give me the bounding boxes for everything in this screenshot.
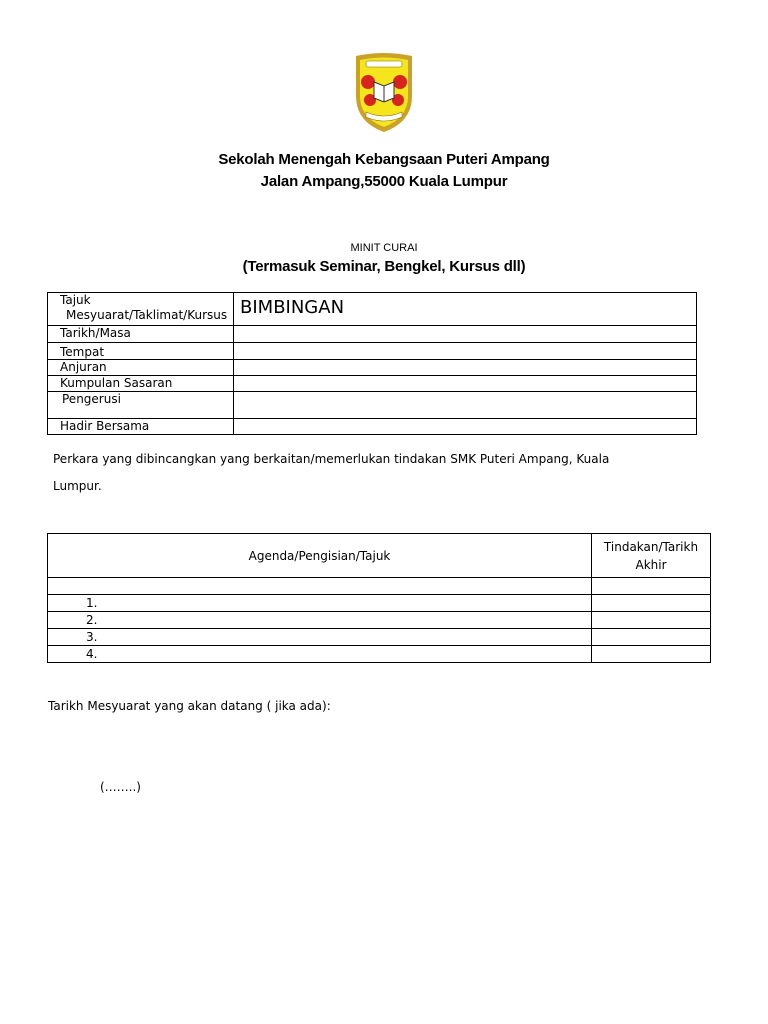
table-row bbox=[48, 360, 697, 376]
info-label-tajuk-line1: Tajuk bbox=[60, 293, 91, 307]
info-value-tarikh[interactable] bbox=[234, 326, 697, 343]
discussion-paragraph-line2: Lumpur. bbox=[53, 479, 102, 493]
document-title: MINIT CURAI bbox=[350, 242, 418, 254]
table-row bbox=[48, 326, 697, 343]
school-name: Sekolah Menengah Kebangsaan Puteri Ampang bbox=[218, 151, 550, 168]
document-subtitle: (Termasuk Seminar, Bengkel, Kursus dll) bbox=[242, 258, 526, 275]
table-row bbox=[48, 646, 711, 663]
school-crest-icon bbox=[352, 50, 416, 134]
info-label-tajuk bbox=[48, 293, 234, 326]
info-value-kumpulan[interactable] bbox=[234, 376, 697, 392]
table-row bbox=[48, 376, 697, 392]
table-row bbox=[48, 419, 697, 435]
action-column-header-line1: Tindakan/Tarikh bbox=[603, 539, 699, 554]
info-value-pengerusi[interactable] bbox=[234, 392, 697, 419]
agenda-cell[interactable] bbox=[48, 578, 592, 595]
agenda-item-3[interactable]: 3. bbox=[48, 629, 592, 646]
info-label-tarikh: Tarikh/Masa bbox=[48, 326, 234, 343]
action-cell[interactable] bbox=[592, 578, 711, 595]
action-cell[interactable] bbox=[592, 612, 711, 629]
info-label-kumpulan: Kumpulan Sasaran bbox=[48, 376, 234, 392]
signature-placeholder: (……..) bbox=[100, 780, 141, 794]
table-row bbox=[48, 612, 711, 629]
action-cell[interactable] bbox=[592, 595, 711, 612]
action-cell[interactable] bbox=[592, 646, 711, 663]
agenda-column-header: Agenda/Pengisian/Tajuk bbox=[48, 534, 592, 578]
table-row bbox=[48, 392, 697, 419]
info-label-tempat: Tempat bbox=[48, 343, 234, 360]
table-row bbox=[48, 293, 697, 326]
table-row bbox=[48, 629, 711, 646]
info-label-hadir: Hadir Bersama bbox=[48, 419, 234, 435]
table-row bbox=[48, 343, 697, 360]
action-column-header-line2: Akhir bbox=[635, 557, 667, 572]
agenda-item-4[interactable]: 4. bbox=[48, 646, 592, 663]
info-value-tajuk[interactable] bbox=[234, 293, 697, 326]
meeting-info-table bbox=[47, 292, 697, 435]
info-value-tajuk-text: BIMBINGAN bbox=[240, 297, 345, 318]
next-meeting-label: Tarikh Mesyuarat yang akan datang ( jika ada): bbox=[48, 699, 331, 713]
agenda-item-1[interactable]: 1. bbox=[48, 595, 592, 612]
info-label-anjuran: Anjuran bbox=[48, 360, 234, 376]
table-row bbox=[48, 578, 711, 595]
agenda-item-2[interactable]: 2. bbox=[48, 612, 592, 629]
info-label-pengerusi: Pengerusi bbox=[48, 392, 234, 419]
discussion-paragraph-line1: Perkara yang dibincangkan yang berkaitan/memerlukan tindakan SMK Puteri Ampang, Kuala bbox=[53, 452, 610, 466]
agenda-header-row bbox=[48, 534, 711, 578]
info-value-hadir[interactable] bbox=[234, 419, 697, 435]
table-row bbox=[48, 595, 711, 612]
info-value-tempat[interactable] bbox=[234, 343, 697, 360]
action-cell[interactable] bbox=[592, 629, 711, 646]
agenda-table bbox=[47, 533, 711, 663]
info-value-anjuran[interactable] bbox=[234, 360, 697, 376]
info-label-tajuk-line2: Mesyuarat/Taklimat/Kursus bbox=[66, 308, 228, 322]
action-column-header bbox=[592, 534, 711, 578]
school-address: Jalan Ampang,55000 Kuala Lumpur bbox=[260, 173, 508, 190]
